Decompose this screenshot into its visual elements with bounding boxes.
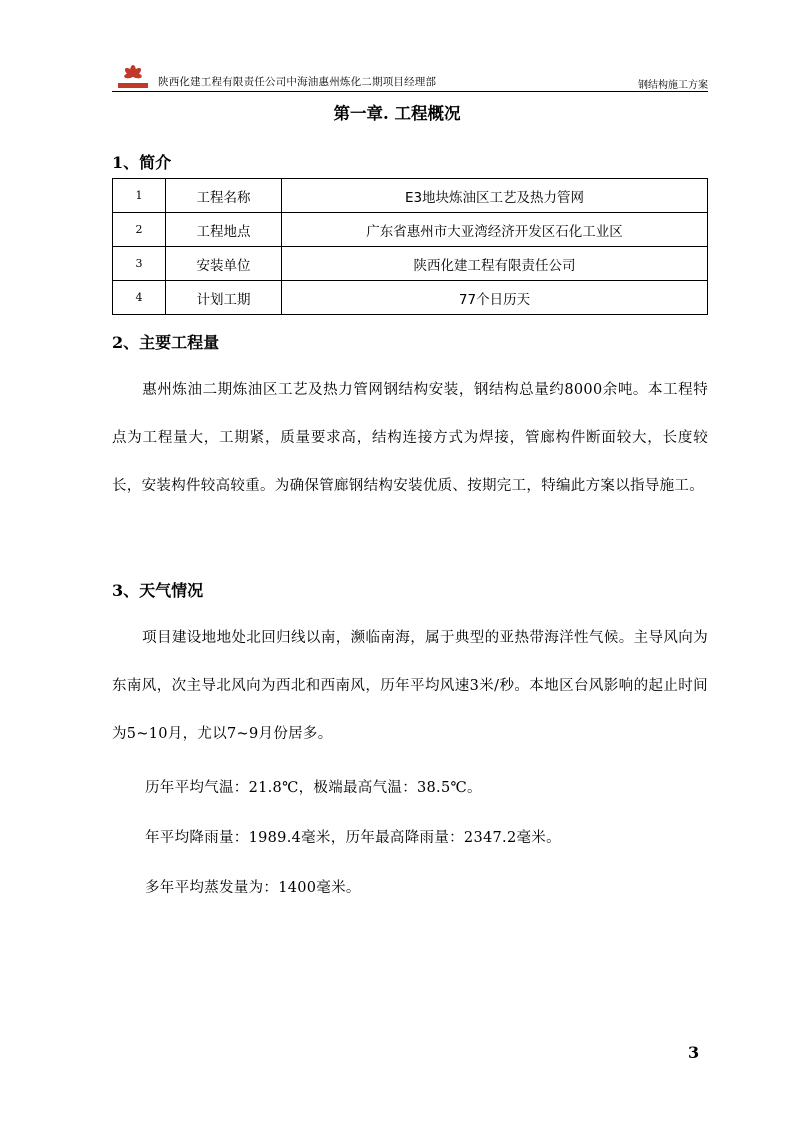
row-value: 广东省惠州市大亚湾经济开发区石化工业区 <box>282 213 708 247</box>
chapter-title: 第一章. 工程概况 <box>333 104 461 123</box>
row-label: 计划工期 <box>166 281 282 315</box>
page-header <box>112 68 708 92</box>
row-index: 1 <box>113 179 166 213</box>
row-value: 77个日历天 <box>282 281 708 315</box>
temperature-line: 历年平均气温：21.8℃，极端最高气温：38.5℃。 <box>145 780 482 796</box>
table-row <box>113 179 708 213</box>
weather-text: 项目建设地地处北回归线以南，濒临南海，属于典型的亚热带海洋性气候。主导风向为东南风，次主导北风向为西北和西南风，历年平均风速3米/秒。本地区台风影响的起止时间为5~10月，尤以7~9月份居多。 <box>112 630 708 742</box>
table-row <box>113 281 708 315</box>
company-logo <box>112 64 154 90</box>
company-name: 陕西化建工程有限责任公司中海油惠州炼化二期项目经理部 <box>158 76 437 88</box>
header-divider <box>112 91 708 92</box>
row-label: 安装单位 <box>166 247 282 281</box>
row-label: 工程名称 <box>166 179 282 213</box>
row-value: E3地块炼油区工艺及热力管网 <box>282 179 708 213</box>
rainfall-line: 年平均降雨量：1989.4毫米，历年最高降雨量：2347.2毫米。 <box>145 830 561 846</box>
row-label: 工程地点 <box>166 213 282 247</box>
quantity-paragraph <box>112 366 708 510</box>
section-heading-quantity: 2、主要工程量 <box>112 333 220 352</box>
project-info-table <box>112 178 708 315</box>
document-name: 钢结构施工方案 <box>638 80 708 91</box>
row-value: 陕西化建工程有限责任公司 <box>282 247 708 281</box>
section-heading-intro: 1、简介 <box>112 153 172 172</box>
flower-logo-icon <box>112 64 154 90</box>
quantity-text: 惠州炼油二期炼油区工艺及热力管网钢结构安装，钢结构总量约8000余吨。本工程特点为工程量大，工期紧，质量要求高，结构连接方式为焊接，管廊构件断面较大，长度较长，安装构件较高较重。为确保管廊钢结构安装优质、按期完工，特编此方案以指导施工。 <box>112 382 708 494</box>
weather-paragraph <box>112 614 708 758</box>
page-number: 3 <box>688 1043 700 1062</box>
table-row <box>113 213 708 247</box>
row-index: 4 <box>113 281 166 315</box>
row-index: 3 <box>113 247 166 281</box>
row-index: 2 <box>113 213 166 247</box>
evaporation-line: 多年平均蒸发量为：1400毫米。 <box>145 880 361 896</box>
section-heading-weather: 3、天气情况 <box>112 581 204 600</box>
table-row <box>113 247 708 281</box>
